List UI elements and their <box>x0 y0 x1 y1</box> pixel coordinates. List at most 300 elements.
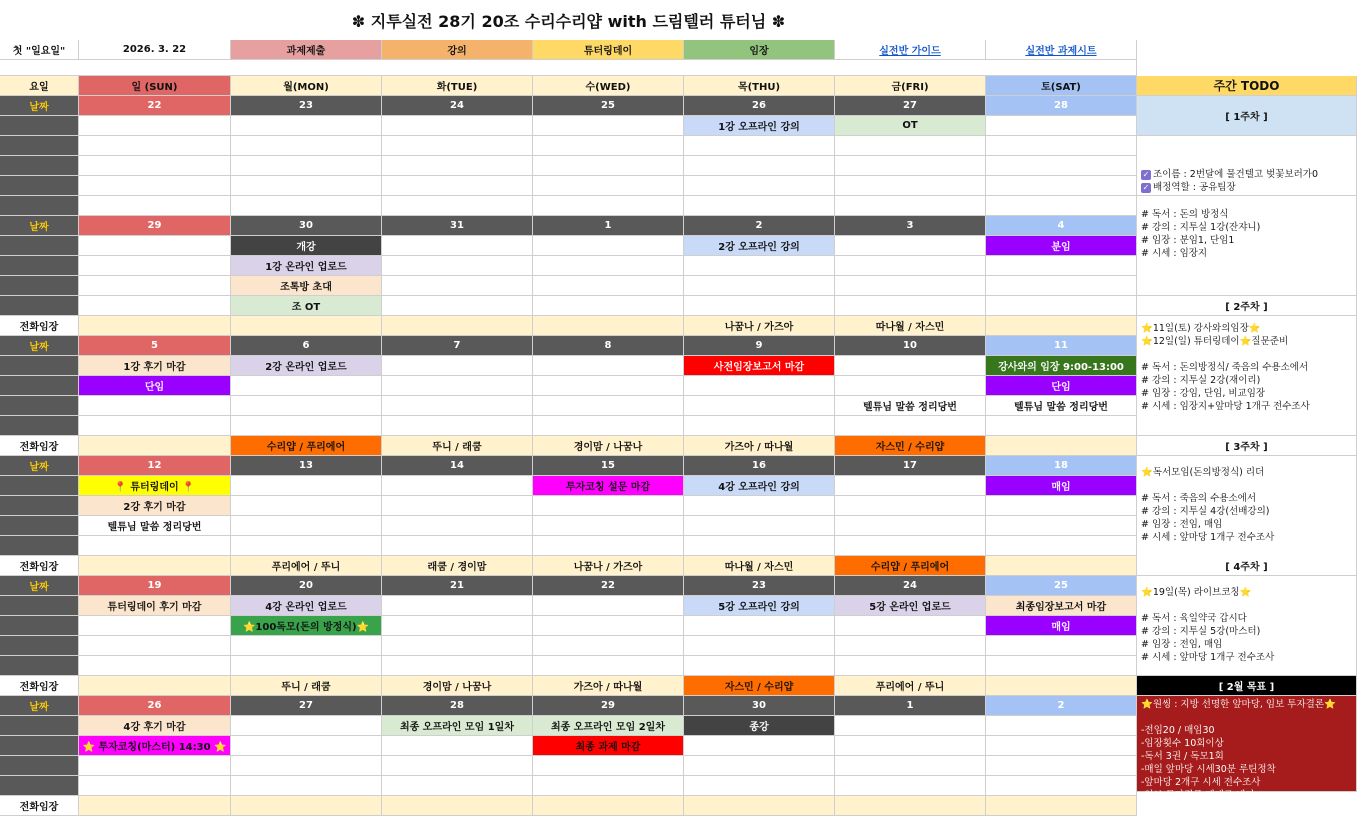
empty-cell[interactable] <box>382 516 533 536</box>
empty-cell[interactable] <box>533 276 684 296</box>
empty-cell[interactable] <box>835 716 986 736</box>
date-cell: 28 <box>382 696 533 716</box>
date-cell: 7 <box>382 336 533 356</box>
empty-cell[interactable] <box>382 276 533 296</box>
todo-line: # 임장 : 전임, 매임 <box>1141 519 1223 530</box>
event-cell[interactable]: 매임 <box>986 476 1137 496</box>
empty-cell[interactable] <box>382 256 533 276</box>
phone-cell[interactable] <box>986 676 1137 696</box>
empty-cell[interactable] <box>382 296 533 316</box>
row-label-blank <box>0 476 79 496</box>
empty-cell[interactable] <box>986 516 1137 536</box>
empty-cell[interactable] <box>382 396 533 416</box>
phone-row-label: 전화임장 <box>0 316 79 336</box>
date-cell: 24 <box>382 96 533 116</box>
empty-cell[interactable] <box>986 416 1137 436</box>
date-cell: 23 <box>684 576 835 596</box>
date-cell: 25 <box>986 576 1137 596</box>
date-cell: 10 <box>835 336 986 356</box>
empty-cell[interactable] <box>684 416 835 436</box>
empty-cell[interactable] <box>533 496 684 516</box>
empty-cell[interactable] <box>684 136 835 156</box>
date-cell: 8 <box>533 336 684 356</box>
empty-cell[interactable] <box>231 196 382 216</box>
empty-cell[interactable] <box>835 536 986 556</box>
empty-cell[interactable] <box>835 496 986 516</box>
date-cell: 21 <box>382 576 533 596</box>
row-label-blank <box>0 716 79 736</box>
phone-cell[interactable] <box>79 556 231 576</box>
legend-item-2: 강의 <box>382 40 533 60</box>
empty-cell[interactable] <box>684 376 835 396</box>
todo-line: # 시세 : 임장지+앞마당 1개구 전수조사 <box>1141 401 1310 412</box>
phone-cell[interactable] <box>986 796 1137 816</box>
todo-line: -앞마당 2개구 시세 전수조사 <box>1141 777 1261 788</box>
empty-cell[interactable] <box>684 496 835 516</box>
date-cell: 19 <box>79 576 231 596</box>
todo-line: -독서 3권 / 독모1회 <box>1141 751 1224 762</box>
event-cell[interactable]: 4강 오프라인 강의 <box>684 476 835 496</box>
empty-cell[interactable] <box>79 276 231 296</box>
weekday-header-1: 일 (SUN) <box>79 76 231 96</box>
empty-cell[interactable] <box>79 536 231 556</box>
empty-cell[interactable] <box>533 616 684 636</box>
row-label-blank <box>0 236 79 256</box>
empty-cell[interactable] <box>533 596 684 616</box>
legend-item-3: 튜터링데이 <box>533 40 684 60</box>
empty-cell[interactable] <box>231 756 382 776</box>
date-cell: 29 <box>79 216 231 236</box>
empty-cell[interactable] <box>533 516 684 536</box>
empty-cell[interactable] <box>231 416 382 436</box>
row-label-blank <box>0 376 79 396</box>
event-cell[interactable]: 최종임장보고서 마감 <box>986 596 1137 616</box>
date-cell: 31 <box>382 216 533 236</box>
empty-cell[interactable] <box>835 156 986 176</box>
empty-cell[interactable] <box>684 156 835 176</box>
todo-line: # 임장 : 전임, 매임 <box>1141 639 1223 650</box>
weekday-header-4: 수(WED) <box>533 76 684 96</box>
empty-cell[interactable] <box>684 656 835 676</box>
empty-cell[interactable] <box>231 636 382 656</box>
phone-cell[interactable] <box>79 316 231 336</box>
empty-cell[interactable] <box>835 196 986 216</box>
empty-cell[interactable] <box>533 636 684 656</box>
row-label-blank <box>0 756 79 776</box>
empty-cell[interactable] <box>986 276 1137 296</box>
phone-cell[interactable] <box>684 796 835 816</box>
event-cell[interactable]: 단임 <box>79 376 231 396</box>
weekday-header-6: 금(FRI) <box>835 76 986 96</box>
todo-line: -매일 앞마당 시세30분 루틴정착 <box>1141 764 1276 775</box>
date-row-label: 날짜 <box>0 456 79 476</box>
empty-cell[interactable] <box>835 776 986 796</box>
sheet-link-1[interactable]: 실전반 가이드 <box>835 40 986 60</box>
todo-line: ⭐12일(일) 튜터링데이⭐질문준비 <box>1141 336 1289 347</box>
phone-cell[interactable]: 따나월 / 자스민 <box>835 316 986 336</box>
todo-line: -임보 투자결론 제대로 내기 <box>1141 790 1255 801</box>
empty-cell[interactable] <box>684 196 835 216</box>
date-cell: 1 <box>533 216 684 236</box>
empty-cell[interactable] <box>382 196 533 216</box>
phone-cell[interactable] <box>79 796 231 816</box>
empty-cell[interactable] <box>382 616 533 636</box>
date-row-label: 날짜 <box>0 696 79 716</box>
todo-line: ⭐독서모임(돈의방정식) 리더 <box>1141 467 1265 478</box>
empty-cell[interactable] <box>684 256 835 276</box>
weekday-header-5: 목(THU) <box>684 76 835 96</box>
empty-cell[interactable] <box>533 536 684 556</box>
empty-cell[interactable] <box>835 416 986 436</box>
empty-cell[interactable] <box>231 176 382 196</box>
empty-cell[interactable] <box>835 376 986 396</box>
phone-cell[interactable] <box>986 556 1137 576</box>
date-cell: 4 <box>986 216 1137 236</box>
event-cell[interactable]: 4강 온라인 업로드 <box>231 596 382 616</box>
event-cell[interactable]: 1강 온라인 업로드 <box>231 256 382 276</box>
date-cell: 2 <box>684 216 835 236</box>
empty-cell[interactable] <box>986 136 1137 156</box>
empty-cell[interactable] <box>684 536 835 556</box>
empty-cell[interactable] <box>835 276 986 296</box>
event-cell[interactable]: 4강 후기 마감 <box>79 716 231 736</box>
phone-cell[interactable] <box>533 796 684 816</box>
empty-cell[interactable] <box>231 516 382 536</box>
empty-cell[interactable] <box>835 356 986 376</box>
weekday-header-7: 토(SAT) <box>986 76 1137 96</box>
empty-cell[interactable] <box>231 376 382 396</box>
row-label-blank <box>0 196 79 216</box>
phone-cell[interactable] <box>533 316 684 336</box>
empty-cell[interactable] <box>382 156 533 176</box>
empty-cell[interactable] <box>684 176 835 196</box>
row-label-blank <box>0 356 79 376</box>
empty-cell[interactable] <box>533 756 684 776</box>
date-cell: 11 <box>986 336 1137 356</box>
empty-cell[interactable] <box>684 396 835 416</box>
legend-item-4: 임장 <box>684 40 835 60</box>
empty-cell[interactable] <box>533 236 684 256</box>
empty-cell[interactable] <box>382 736 533 756</box>
spacer-row <box>0 60 1137 76</box>
empty-cell[interactable] <box>231 156 382 176</box>
empty-cell[interactable] <box>382 496 533 516</box>
empty-cell[interactable] <box>986 756 1137 776</box>
phone-cell[interactable] <box>986 316 1137 336</box>
event-cell[interactable]: 강사와의 임장 9:00-13:00 <box>986 356 1137 376</box>
phone-cell[interactable]: 가즈아 / 따나월 <box>533 676 684 696</box>
event-cell[interactable]: 1강 오프라인 강의 <box>684 116 835 136</box>
todo-line: ⭐19일(목) 라이브코칭⭐ <box>1141 587 1252 598</box>
empty-cell[interactable] <box>533 356 684 376</box>
empty-cell[interactable] <box>684 616 835 636</box>
empty-cell[interactable] <box>79 256 231 276</box>
todo-line <box>1141 479 1352 492</box>
empty-cell[interactable] <box>382 596 533 616</box>
event-cell[interactable]: ⭐ 투자코칭(마스터) 14:30 ⭐ <box>79 736 231 756</box>
event-cell[interactable]: 종강 <box>684 716 835 736</box>
empty-cell[interactable] <box>533 656 684 676</box>
todo-line: # 시세 : 앞마당 1개구 전수조사 <box>1141 652 1275 663</box>
phone-cell[interactable]: 따나월 / 자스민 <box>684 556 835 576</box>
event-cell[interactable]: 최종 과제 마감 <box>533 736 684 756</box>
phone-cell[interactable] <box>231 796 382 816</box>
phone-cell[interactable]: 자스민 / 수리얍 <box>835 436 986 456</box>
phone-cell[interactable]: 경이맘 / 나꿈나 <box>533 436 684 456</box>
empty-cell[interactable] <box>231 496 382 516</box>
empty-cell[interactable] <box>986 196 1137 216</box>
date-cell: 6 <box>231 336 382 356</box>
empty-cell[interactable] <box>231 776 382 796</box>
event-cell[interactable]: 2강 후기 마감 <box>79 496 231 516</box>
todo-line: # 시세 : 앞마당 1개구 전수조사 <box>1141 532 1275 543</box>
empty-cell[interactable] <box>684 636 835 656</box>
empty-cell[interactable] <box>835 176 986 196</box>
date-cell: 1 <box>835 696 986 716</box>
empty-cell[interactable] <box>231 116 382 136</box>
empty-cell[interactable] <box>986 656 1137 676</box>
empty-cell[interactable] <box>382 376 533 396</box>
todo-line: # 강의 : 지투실 5강(마스터) <box>1141 626 1261 637</box>
row-label-blank <box>0 616 79 636</box>
empty-cell[interactable] <box>684 516 835 536</box>
empty-cell[interactable] <box>835 636 986 656</box>
todo-week-header: [ 3주차 ] <box>1137 436 1357 456</box>
first-sunday-date[interactable]: 2026. 3. 22 <box>79 40 231 60</box>
empty-cell[interactable] <box>231 656 382 676</box>
row-label-blank <box>0 776 79 796</box>
event-cell[interactable]: 텔튜님 말씀 정리당번 <box>79 516 231 536</box>
phone-cell[interactable] <box>79 436 231 456</box>
empty-cell[interactable] <box>835 136 986 156</box>
empty-cell[interactable] <box>382 476 533 496</box>
empty-cell[interactable] <box>231 136 382 156</box>
row-label-blank <box>0 396 79 416</box>
empty-cell[interactable] <box>382 756 533 776</box>
checkbox-icon: ✓ <box>1142 182 1150 192</box>
empty-cell[interactable] <box>79 196 231 216</box>
phone-cell[interactable]: 경이맘 / 나꿈나 <box>382 676 533 696</box>
date-cell: 22 <box>533 576 684 596</box>
empty-cell[interactable] <box>79 176 231 196</box>
page-title: ✽ 지투실전 28기 20조 수리수리얍 with 드림텔러 튜터님 ✽ <box>351 11 786 31</box>
empty-cell[interactable] <box>986 776 1137 796</box>
empty-cell[interactable] <box>835 256 986 276</box>
empty-cell[interactable] <box>533 396 684 416</box>
empty-cell[interactable] <box>533 416 684 436</box>
todo-title: 주간 TODO <box>1137 76 1357 96</box>
row-label-blank <box>0 516 79 536</box>
empty-cell[interactable] <box>835 296 986 316</box>
event-cell[interactable]: 개강 <box>231 236 382 256</box>
empty-cell[interactable] <box>79 296 231 316</box>
empty-cell[interactable] <box>986 736 1137 756</box>
empty-cell[interactable] <box>533 156 684 176</box>
row-label-blank <box>0 156 79 176</box>
empty-cell[interactable] <box>835 656 986 676</box>
empty-cell[interactable] <box>79 776 231 796</box>
row-label-blank <box>0 136 79 156</box>
empty-cell[interactable] <box>986 496 1137 516</box>
phone-cell[interactable]: 뚜니 / 래쿰 <box>382 436 533 456</box>
todo-line: -임장횟수 10회이상 <box>1141 738 1224 749</box>
empty-cell[interactable] <box>382 176 533 196</box>
empty-cell[interactable] <box>382 416 533 436</box>
empty-cell[interactable] <box>231 476 382 496</box>
empty-cell[interactable] <box>986 716 1137 736</box>
date-cell: 30 <box>684 696 835 716</box>
phone-cell[interactable] <box>382 796 533 816</box>
empty-cell[interactable] <box>986 156 1137 176</box>
empty-cell[interactable] <box>835 736 986 756</box>
empty-cell[interactable] <box>79 416 231 436</box>
phone-cell[interactable] <box>835 796 986 816</box>
event-cell[interactable]: 텔튜님 말씀 정리당번 <box>835 396 986 416</box>
event-cell[interactable]: 📍 튜터링데이 📍 <box>79 476 231 496</box>
empty-cell[interactable] <box>533 176 684 196</box>
empty-cell[interactable] <box>79 756 231 776</box>
todo-line: # 임장 : 강임, 단임, 비교임장 <box>1141 388 1266 399</box>
empty-cell[interactable] <box>986 636 1137 656</box>
empty-cell[interactable] <box>835 756 986 776</box>
empty-cell[interactable] <box>533 376 684 396</box>
empty-cell[interactable] <box>684 736 835 756</box>
event-cell[interactable]: 텔튜님 말씀 정리당번 <box>986 396 1137 416</box>
row-label-blank <box>0 596 79 616</box>
empty-cell[interactable] <box>533 296 684 316</box>
event-cell[interactable]: 사전임장보고서 마감 <box>684 356 835 376</box>
checkbox-icon: ✓ <box>1142 169 1150 179</box>
empty-cell[interactable] <box>533 776 684 796</box>
empty-cell[interactable] <box>533 116 684 136</box>
todo-line: # 독서 : 돈의방정식/ 죽음의 수용소에서 <box>1141 362 1309 373</box>
phone-cell[interactable]: 나꿈나 / 가즈아 <box>684 316 835 336</box>
phone-cell[interactable]: 수리얍 / 푸리에어 <box>835 556 986 576</box>
empty-cell[interactable] <box>382 116 533 136</box>
event-cell[interactable]: 조 OT <box>231 296 382 316</box>
empty-cell[interactable] <box>79 136 231 156</box>
empty-cell[interactable] <box>835 616 986 636</box>
empty-cell[interactable] <box>231 396 382 416</box>
event-cell[interactable]: 단임 <box>986 376 1137 396</box>
todo-week-header: [ 4주차 ] <box>1137 556 1357 576</box>
weekday-header-3: 화(TUE) <box>382 76 533 96</box>
empty-cell[interactable] <box>79 396 231 416</box>
empty-cell[interactable] <box>533 136 684 156</box>
empty-cell[interactable] <box>835 476 986 496</box>
empty-cell[interactable] <box>835 516 986 536</box>
event-cell[interactable]: 튜터링데이 후기 마감 <box>79 596 231 616</box>
event-cell[interactable]: 최종 오프라인 모임 1일차 <box>382 716 533 736</box>
phone-cell[interactable]: 나꿈나 / 가즈아 <box>533 556 684 576</box>
phone-cell[interactable] <box>231 316 382 336</box>
date-cell: 26 <box>684 96 835 116</box>
event-cell[interactable]: 투자코칭 설문 마감 <box>533 476 684 496</box>
empty-cell[interactable] <box>684 756 835 776</box>
event-cell[interactable]: 2강 온라인 업로드 <box>231 356 382 376</box>
empty-cell[interactable] <box>79 636 231 656</box>
date-cell: 5 <box>79 336 231 356</box>
empty-cell[interactable] <box>382 636 533 656</box>
empty-cell[interactable] <box>986 256 1137 276</box>
todo-line: # 독서 : 돈의 방정식 <box>1141 209 1229 220</box>
todo-line <box>1141 711 1352 724</box>
date-cell: 29 <box>533 696 684 716</box>
empty-cell[interactable] <box>986 116 1137 136</box>
empty-cell[interactable] <box>231 716 382 736</box>
event-cell[interactable]: 5강 온라인 업로드 <box>835 596 986 616</box>
empty-cell[interactable] <box>79 236 231 256</box>
phone-cell[interactable]: 자스민 / 수리얍 <box>684 676 835 696</box>
row-label-blank <box>0 276 79 296</box>
event-cell[interactable]: 5강 오프라인 강의 <box>684 596 835 616</box>
empty-cell[interactable] <box>986 176 1137 196</box>
todo-line: # 강의 : 지투실 4강(선배강의) <box>1141 506 1270 517</box>
empty-cell[interactable] <box>382 656 533 676</box>
phone-cell[interactable] <box>79 676 231 696</box>
todo-week-header: [ 2월 목표 ] <box>1137 676 1357 696</box>
event-cell[interactable]: 1강 후기 마감 <box>79 356 231 376</box>
empty-cell[interactable] <box>79 656 231 676</box>
empty-cell[interactable] <box>684 296 835 316</box>
row-label-blank <box>0 736 79 756</box>
empty-cell[interactable] <box>835 236 986 256</box>
phone-cell[interactable]: 푸리에어 / 뚜니 <box>231 556 382 576</box>
empty-cell[interactable] <box>986 536 1137 556</box>
date-cell: 24 <box>835 576 986 596</box>
event-cell[interactable]: 조톡방 초대 <box>231 276 382 296</box>
phone-cell[interactable]: 푸리에어 / 뚜니 <box>835 676 986 696</box>
row-label-blank <box>0 636 79 656</box>
sheet-link-2[interactable]: 실전반 과제시트 <box>986 40 1137 60</box>
event-cell[interactable]: ⭐100독모(돈의 방정식)⭐ <box>231 616 382 636</box>
empty-cell[interactable] <box>382 536 533 556</box>
todo-line: # 임장 : 분임1, 단임1 <box>1141 235 1235 246</box>
phone-cell[interactable]: 가즈아 / 따나월 <box>684 436 835 456</box>
row-label-blank <box>0 496 79 516</box>
empty-cell[interactable] <box>684 776 835 796</box>
empty-cell[interactable] <box>79 156 231 176</box>
empty-cell[interactable] <box>533 196 684 216</box>
event-cell[interactable]: OT <box>835 116 986 136</box>
empty-cell[interactable] <box>231 736 382 756</box>
event-cell[interactable]: 분임 <box>986 236 1137 256</box>
phone-cell[interactable]: 래쿰 / 경이맘 <box>382 556 533 576</box>
date-cell: 9 <box>684 336 835 356</box>
empty-cell[interactable] <box>986 296 1137 316</box>
empty-cell[interactable] <box>382 136 533 156</box>
todo-week1 <box>1137 136 1357 196</box>
empty-cell[interactable] <box>533 256 684 276</box>
empty-cell[interactable] <box>382 236 533 256</box>
empty-cell[interactable] <box>79 116 231 136</box>
empty-cell[interactable] <box>231 536 382 556</box>
empty-cell[interactable] <box>382 776 533 796</box>
event-cell[interactable]: 2강 오프라인 강의 <box>684 236 835 256</box>
date-cell: 27 <box>231 696 382 716</box>
event-cell[interactable]: 최종 오프라인 모임 2일차 <box>533 716 684 736</box>
phone-cell[interactable]: 뚜니 / 래쿰 <box>231 676 382 696</box>
date-cell: 17 <box>835 456 986 476</box>
empty-cell[interactable] <box>684 276 835 296</box>
date-row-label: 날짜 <box>0 216 79 236</box>
phone-cell[interactable]: 수리얍 / 푸리에어 <box>231 436 382 456</box>
empty-cell[interactable] <box>79 616 231 636</box>
event-cell[interactable]: 매임 <box>986 616 1137 636</box>
phone-cell[interactable] <box>986 436 1137 456</box>
empty-cell[interactable] <box>382 356 533 376</box>
phone-cell[interactable] <box>382 316 533 336</box>
